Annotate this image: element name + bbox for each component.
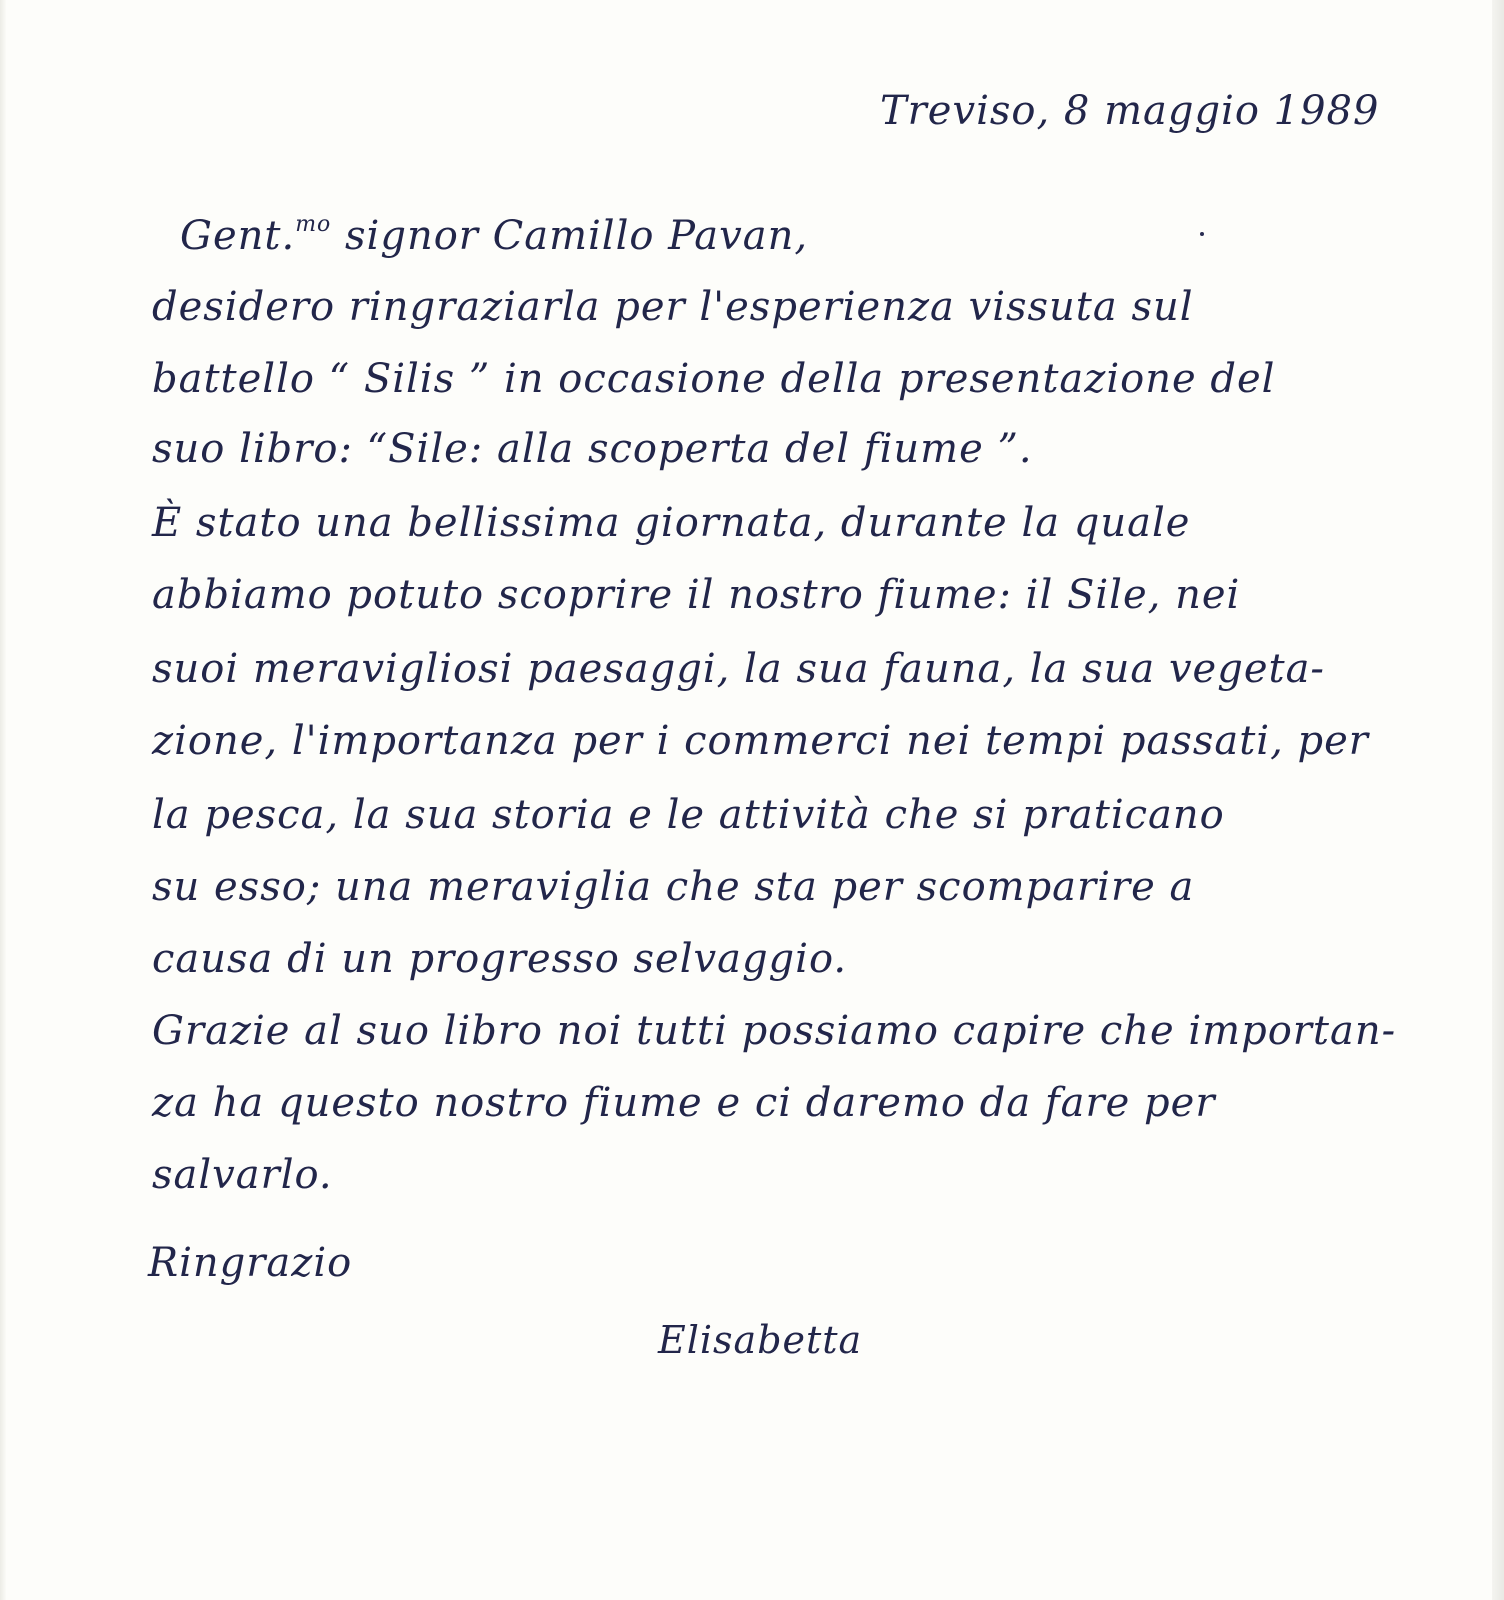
body-line-1: desidero ringraziarla per l'esperienza vissuta sul bbox=[152, 284, 1194, 330]
salutation-superscript: mo bbox=[295, 212, 332, 237]
paper-edge-left bbox=[0, 0, 6, 1600]
body-line-2: battello “ Silis ” in occasione della presentazione del bbox=[152, 356, 1276, 402]
salutation-prefix: Gent. bbox=[180, 213, 296, 259]
letter-signature: Elisabetta bbox=[658, 1318, 863, 1362]
body-line-5: abbiamo potuto scoprire il nostro fiume: il Sile, nei bbox=[152, 572, 1241, 618]
body-line-13: salvarlo. bbox=[152, 1152, 333, 1198]
body-line-11: Grazie al suo libro noi tutti possiamo capire che importan- bbox=[152, 1008, 1397, 1054]
body-line-12: za ha questo nostro fiume e ci daremo da fare per bbox=[152, 1080, 1216, 1126]
body-line-10: causa di un progresso selvaggio. bbox=[152, 936, 848, 982]
body-line-9: su esso; una meraviglia che sta per scomparire a bbox=[152, 864, 1195, 910]
body-line-8: la pesca, la sua storia e le attività che si praticano bbox=[152, 792, 1225, 838]
letter-date: Treviso, 8 maggio 1989 bbox=[880, 88, 1380, 134]
paper-edge-right bbox=[1492, 0, 1504, 1600]
letter-closing: Ringrazio bbox=[148, 1240, 353, 1286]
body-line-3: suo libro: “Sile: alla scoperta del fiume ”. bbox=[152, 426, 1033, 472]
body-line-4: È stato una bellissima giornata, durante la quale bbox=[152, 500, 1191, 546]
letter-salutation bbox=[180, 212, 808, 259]
salutation-name: signor Camillo Pavan, bbox=[331, 213, 809, 259]
ink-speck bbox=[1200, 232, 1204, 236]
body-line-6: suoi meravigliosi paesaggi, la sua fauna, la sua vegeta- bbox=[152, 646, 1325, 692]
body-line-7: zione, l'importanza per i commerci nei tempi passati, per bbox=[152, 718, 1369, 764]
